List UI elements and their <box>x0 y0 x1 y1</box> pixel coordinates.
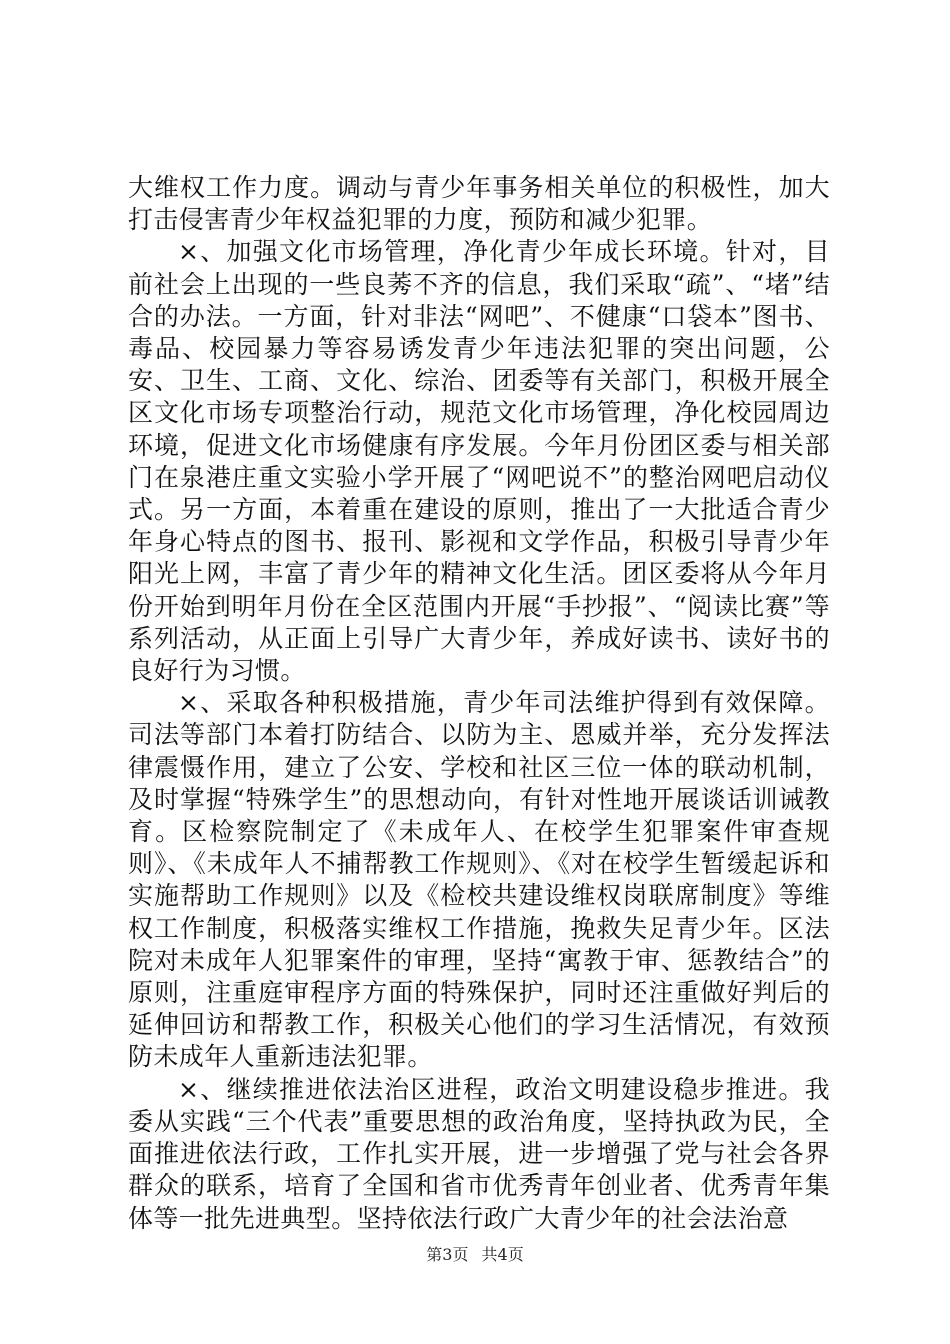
page-footer <box>0 1244 950 1266</box>
page-total: 共4页 <box>481 1245 524 1264</box>
document-body <box>128 172 830 1235</box>
paragraph-2: ×、加强文化市场管理，净化青少年成长环境。针对，目前社会上出现的一些良莠不齐的信息，我们采取“疏”、“堵”结合的办法。一方面，针对非法“网吧”、不健康“口袋本”图书、毒品、校园暴力等容易诱发青少年违法犯罪的突出问题，公安、卫生、工商、文化、综治、团委等有关部门，积极开展全区文化市场专项整治行动，规范文化市场管理，净化校园周边环境，促进文化市场健康有序发展。今年月份团区委与相关部门在泉港庄重文实验小学开展了“网吧说不”的整治网吧启动仪式。另一方面，本着重在建设的原则，推出了一大批适合青少年身心特点的图书、报刊、影视和文学作品，积极引导青少年阳光上网，丰富了青少年的精神文化生活。团区委将从今年月份开始到明年月份在全区范围内开展“手抄报”、“阅读比赛”等系列活动，从正面上引导广大青少年，养成好读书、读好书的良好行为习惯。 <box>128 237 830 686</box>
paragraph-1: 大维权工作力度。调动与青少年事务相关单位的积极性，加大打击侵害青少年权益犯罪的力度，预防和减少犯罪。 <box>128 173 830 235</box>
page-number: 第3页 <box>426 1245 469 1264</box>
paragraph-4: ×、继续推进依法治区进程，政治文明建设稳步推进。我委从实践“三个代表”重要思想的政治角度，坚持执政为民，全面推进依法行政，工作扎实开展，进一步增强了党与社会各界群众的联系，培育了全国和省市优秀青年创业者、优秀青年集体等一批先进典型。坚持依法行政广大青少年的社会法治意 <box>128 1074 830 1233</box>
paragraph-3: ×、采取各种积极措施，青少年司法维护得到有效保障。司法等部门本着打防结合、以防为主、恩威并举，充分发挥法律震慑作用，建立了公安、学校和社区三位一体的联动机制，及时掌握“特殊学生”的思想动向，有针对性地开展谈话训诫教育。区检察院制定了《未成年人、在校学生犯罪案件审查规则》、《未成年人不捕帮教工作规则》、《对在校学生暂缓起诉和实施帮助工作规则》以及《检校共建设维权岗联席制度》等维权工作制度，积极落实维权工作措施，挽救失足青少年。区法院对未成年人犯罪案件的审理，坚持“寓教于审、惩教结合”的原则，注重庭审程序方面的特殊保护，同时还注重做好判后的延伸回访和帮教工作，积极关心他们的学习生活情况，有效预防未成年人重新违法犯罪。 <box>128 688 830 1072</box>
